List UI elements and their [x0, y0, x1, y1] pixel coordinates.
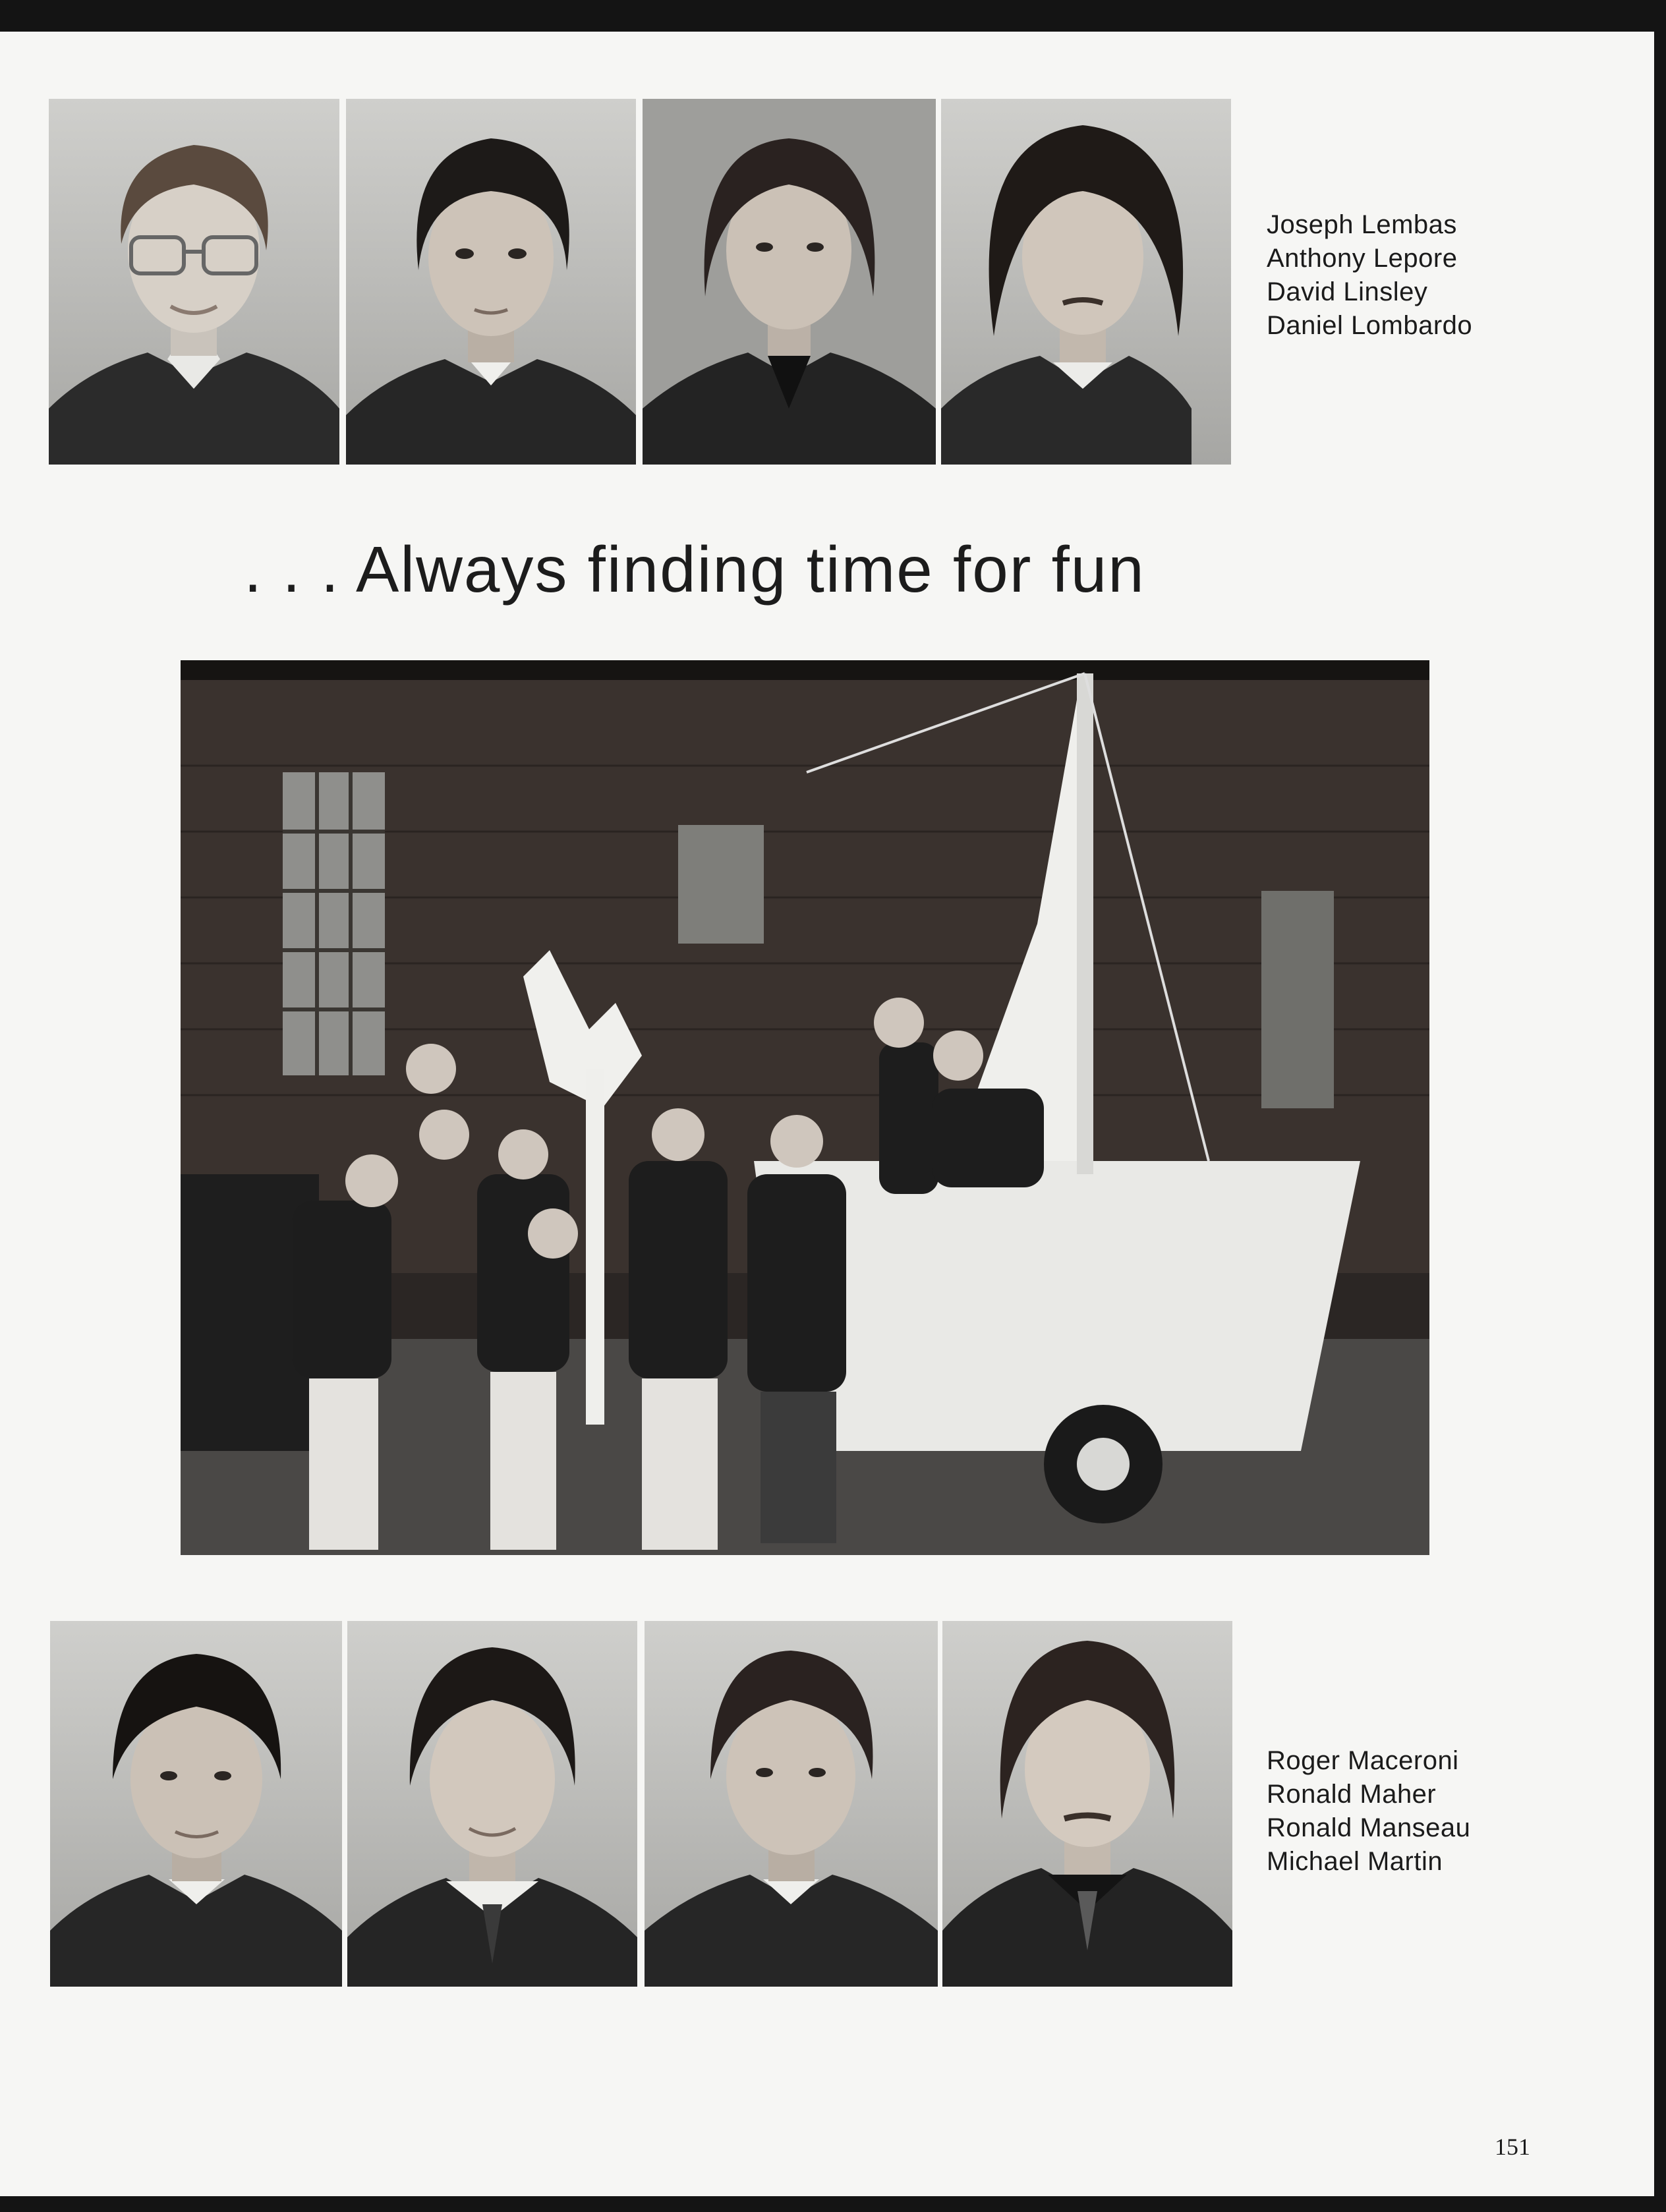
student-name: Ronald Maher [1267, 1780, 1437, 1809]
portrait-michael-martin [942, 1621, 1232, 1987]
page-number: 151 [1495, 2134, 1530, 2160]
scan-border-top [0, 0, 1666, 32]
portrait-roger-maceroni [50, 1621, 342, 1987]
portrait-david-linsley [643, 99, 936, 465]
scan-border-right [1654, 0, 1666, 2212]
page-headline: . . . Always finding time for fun [244, 533, 1145, 606]
scan-border-bottom [0, 2196, 1666, 2212]
student-name: Joseph Lembas [1267, 210, 1457, 239]
portrait-joseph-lembas [49, 99, 339, 465]
student-name: Michael Martin [1267, 1847, 1443, 1876]
portrait-daniel-lombardo [941, 99, 1231, 465]
student-name: Daniel Lombardo [1267, 311, 1473, 340]
student-name: Ronald Manseau [1267, 1813, 1471, 1842]
bottom-row-name-list [1267, 1744, 1470, 1879]
group-photo-sailboat-float [181, 660, 1429, 1555]
portrait-ronald-manseau [645, 1621, 938, 1987]
student-name: David Linsley [1267, 277, 1428, 306]
student-name: Roger Maceroni [1267, 1746, 1459, 1775]
student-name: Anthony Lepore [1267, 244, 1458, 273]
top-row-name-list [1267, 208, 1472, 343]
portrait-ronald-maher [347, 1621, 637, 1987]
portrait-anthony-lepore [346, 99, 636, 465]
